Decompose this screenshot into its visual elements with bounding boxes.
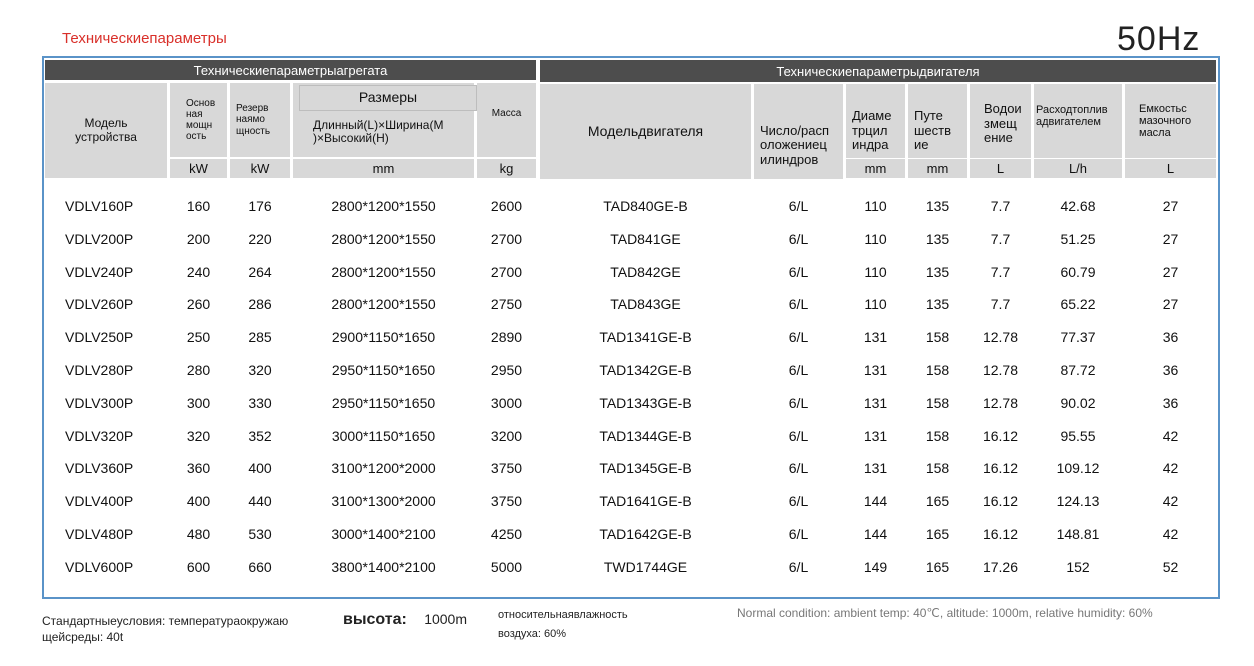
cell-dimensions: 3100*1200*2000 <box>331 460 436 477</box>
cell-standby-power: 220 <box>248 230 272 247</box>
cell-engine-model: TAD1345GE-B <box>599 460 692 477</box>
cell-engine-model: TWD1744GE <box>603 558 688 575</box>
cell-cylinders: 6/L <box>788 558 809 575</box>
cell-engine-model: TAD1641GE-B <box>599 493 692 510</box>
cell-fuel: 42.68 <box>1060 198 1096 214</box>
cell-engine-model: TAD843GE <box>610 296 681 313</box>
cell-displacement: 17.26 <box>982 558 1019 575</box>
header-stroke: Путе шеств ие <box>908 84 967 158</box>
cell-model: VDLV260P <box>65 296 134 313</box>
cell-standby-power: 285 <box>248 329 272 346</box>
cell-oil: 42 <box>1162 427 1179 444</box>
cell-oil: 27 <box>1162 198 1179 214</box>
cell-cylinders: 6/L <box>788 296 809 313</box>
unit-displacement: L <box>970 159 1031 178</box>
cell-model: VDLV280P <box>65 362 134 378</box>
cell-standby-power: 264 <box>248 263 272 280</box>
header-cylinders: Число/расп оложениец илиндров <box>754 84 843 179</box>
cell-engine-model: TAD1343GE-B <box>599 394 692 411</box>
cell-bore: 144 <box>863 493 888 510</box>
unit-standby-power: kW <box>230 159 290 178</box>
cell-oil: 36 <box>1162 362 1179 378</box>
cell-stroke: 165 <box>925 558 950 575</box>
cell-bore: 131 <box>863 329 888 346</box>
document-title: Техническиепараметры <box>62 30 227 47</box>
cell-fuel: 65.22 <box>1060 296 1096 313</box>
cell-displacement: 12.78 <box>982 362 1019 378</box>
cell-model: VDLV360P <box>65 460 134 477</box>
cell-dimensions: 3100*1300*2000 <box>331 493 436 510</box>
cell-dimensions: 3000*1150*1650 <box>331 427 436 444</box>
cell-fuel: 152 <box>1066 558 1090 575</box>
footer-altitude-label: высота: <box>343 611 407 628</box>
cell-stroke: 135 <box>925 198 950 214</box>
cell-fuel: 109.12 <box>1056 460 1100 477</box>
cell-oil: 27 <box>1162 296 1179 313</box>
cell-engine-model: TAD841GE <box>610 230 681 247</box>
band-unit-params: Техническиепараметрыагрегата <box>45 60 536 80</box>
cell-standby-power: 440 <box>248 493 272 510</box>
cell-standby-power: 176 <box>248 198 272 214</box>
cell-stroke: 158 <box>925 427 950 444</box>
cell-oil: 42 <box>1162 460 1179 477</box>
header-engine-model: Модельдвигателя <box>540 84 751 179</box>
header-dimensions-sub: Длинный(L)×Ширина(M )×Высокий(H) <box>313 118 444 146</box>
cell-mass: 2950 <box>490 362 523 378</box>
cell-fuel: 51.25 <box>1060 230 1096 247</box>
cell-bore: 131 <box>863 362 888 378</box>
cell-standby-power: 330 <box>248 394 272 411</box>
cell-cylinders: 6/L <box>788 198 809 214</box>
cell-model: VDLV160P <box>65 198 134 214</box>
footer-humidity: относительнаявлажность воздуха: 60% <box>498 609 628 640</box>
cell-displacement: 7.7 <box>990 230 1011 247</box>
cell-engine-model: TAD1342GE-B <box>599 362 692 378</box>
cell-standby-power: 530 <box>248 526 272 542</box>
cell-bore: 110 <box>864 296 887 313</box>
cell-displacement: 16.12 <box>982 526 1019 542</box>
cell-mass: 2600 <box>490 198 523 214</box>
frequency-label: 50Hz <box>1117 20 1201 58</box>
cell-prime-power: 240 <box>186 263 211 280</box>
cell-model: VDLV250P <box>65 329 134 346</box>
cell-bore: 110 <box>864 263 887 280</box>
cell-bore: 110 <box>864 198 887 214</box>
cell-model: VDLV240P <box>65 263 134 280</box>
cell-mass: 2700 <box>490 263 523 280</box>
cell-stroke: 158 <box>925 329 950 346</box>
unit-bore: mm <box>846 159 905 178</box>
header-dimensions-title: Размеры <box>299 85 477 111</box>
cell-cylinders: 6/L <box>788 329 809 346</box>
header-mass: Масса <box>477 83 536 157</box>
unit-oil: L <box>1125 159 1216 178</box>
cell-model: VDLV300P <box>65 394 134 411</box>
cell-displacement: 7.7 <box>990 198 1011 214</box>
cell-oil: 36 <box>1162 394 1179 411</box>
cell-oil: 42 <box>1162 493 1179 510</box>
cell-model: VDLV400P <box>65 493 134 510</box>
cell-fuel: 148.81 <box>1056 526 1100 542</box>
cell-bore: 110 <box>864 230 887 247</box>
cell-stroke: 158 <box>925 460 950 477</box>
footer-conditions: Стандартныеусловия: температураокружаю щейсреды: 40t <box>42 614 289 645</box>
header-fuel: Расходтоплив адвигателем <box>1034 84 1122 158</box>
cell-mass: 3750 <box>490 493 523 510</box>
unit-stroke: mm <box>908 159 967 178</box>
band-engine-params: Техническиепараметрыдвигателя <box>540 60 1216 82</box>
cell-oil: 42 <box>1162 526 1179 542</box>
cell-engine-model: TAD840GE-B <box>603 198 688 214</box>
cell-mass: 2700 <box>490 230 523 247</box>
cell-prime-power: 600 <box>186 558 211 575</box>
cell-displacement: 12.78 <box>982 329 1019 346</box>
cell-prime-power: 280 <box>186 362 211 378</box>
cell-mass: 3200 <box>490 427 523 444</box>
cell-fuel: 124.13 <box>1056 493 1100 510</box>
cell-prime-power: 480 <box>186 526 211 542</box>
cell-prime-power: 160 <box>186 198 211 214</box>
cell-dimensions: 3000*1400*2100 <box>331 526 436 542</box>
cell-displacement: 16.12 <box>982 493 1019 510</box>
cell-model: VDLV200P <box>65 230 134 247</box>
unit-mass: kg <box>477 159 536 178</box>
cell-model: VDLV320P <box>65 427 134 444</box>
cell-mass: 2750 <box>490 296 523 313</box>
cell-dimensions: 2800*1200*1550 <box>331 263 436 280</box>
cell-stroke: 165 <box>925 493 950 510</box>
cell-stroke: 158 <box>925 394 950 411</box>
cell-prime-power: 300 <box>186 394 211 411</box>
cell-dimensions: 2800*1200*1550 <box>331 198 436 214</box>
cell-oil: 52 <box>1162 558 1179 575</box>
cell-dimensions: 2800*1200*1550 <box>331 230 436 247</box>
cell-fuel: 95.55 <box>1060 427 1096 444</box>
cell-stroke: 158 <box>925 362 950 378</box>
footer-altitude-value: 1000m <box>424 611 467 627</box>
cell-fuel: 87.72 <box>1060 362 1096 378</box>
cell-engine-model: TAD1642GE-B <box>599 526 692 542</box>
cell-dimensions: 2900*1150*1650 <box>331 329 436 346</box>
header-standby-power: Резерв наямо щность <box>230 83 290 157</box>
cell-prime-power: 400 <box>186 493 211 510</box>
header-prime-power: Основ ная мощн ость <box>170 83 227 157</box>
unit-prime-power: kW <box>170 159 227 178</box>
cell-dimensions: 2950*1150*1650 <box>331 394 436 411</box>
cell-bore: 131 <box>863 394 888 411</box>
cell-cylinders: 6/L <box>788 460 809 477</box>
unit-fuel: L/h <box>1034 159 1122 178</box>
header-model: Модель устройства <box>45 83 167 178</box>
header-dimensions <box>293 83 474 157</box>
cell-cylinders: 6/L <box>788 362 809 378</box>
cell-cylinders: 6/L <box>788 427 809 444</box>
cell-model: VDLV480P <box>65 526 134 542</box>
cell-bore: 144 <box>863 526 888 542</box>
cell-mass: 2890 <box>490 329 523 346</box>
cell-dimensions: 2950*1150*1650 <box>331 362 436 378</box>
cell-bore: 131 <box>863 427 888 444</box>
cell-displacement: 16.12 <box>982 460 1019 477</box>
cell-engine-model: TAD842GE <box>610 263 681 280</box>
cell-prime-power: 360 <box>186 460 211 477</box>
cell-standby-power: 320 <box>248 362 272 378</box>
cell-fuel: 60.79 <box>1060 263 1096 280</box>
cell-fuel: 77.37 <box>1060 329 1096 346</box>
cell-cylinders: 6/L <box>788 263 809 280</box>
cell-prime-power: 200 <box>186 230 211 247</box>
cell-fuel: 90.02 <box>1060 394 1096 411</box>
cell-oil: 27 <box>1162 230 1179 247</box>
footer-altitude <box>343 611 467 629</box>
cell-model: VDLV600P <box>65 558 134 575</box>
cell-mass: 4250 <box>490 526 523 542</box>
cell-cylinders: 6/L <box>788 394 809 411</box>
cell-engine-model: TAD1341GE-B <box>599 329 692 346</box>
cell-stroke: 135 <box>925 263 950 280</box>
footer-english: Normal condition: ambient temp: 40℃, altitude: 1000m, relative humidity: 60% <box>737 606 1153 620</box>
cell-standby-power: 660 <box>248 558 272 575</box>
cell-cylinders: 6/L <box>788 230 809 247</box>
cell-engine-model: TAD1344GE-B <box>599 427 692 444</box>
cell-standby-power: 400 <box>248 460 272 477</box>
cell-stroke: 135 <box>925 230 950 247</box>
cell-cylinders: 6/L <box>788 493 809 510</box>
cell-mass: 5000 <box>490 558 523 575</box>
cell-bore: 131 <box>863 460 888 477</box>
cell-oil: 36 <box>1162 329 1179 346</box>
cell-prime-power: 320 <box>186 427 211 444</box>
cell-mass: 3750 <box>490 460 523 477</box>
cell-stroke: 135 <box>925 296 950 313</box>
header-bore: Диаме трцил индра <box>846 84 905 158</box>
cell-stroke: 165 <box>925 526 950 542</box>
cell-standby-power: 352 <box>248 427 272 444</box>
cell-standby-power: 286 <box>248 296 272 313</box>
cell-prime-power: 260 <box>186 296 211 313</box>
cell-mass: 3000 <box>490 394 523 411</box>
cell-dimensions: 2800*1200*1550 <box>331 296 436 313</box>
header-displacement: Водои змещ ение <box>970 84 1031 158</box>
cell-displacement: 12.78 <box>982 394 1019 411</box>
header-oil: Емкостьс мазочного масла <box>1125 84 1216 158</box>
cell-dimensions: 3800*1400*2100 <box>331 558 436 575</box>
cell-displacement: 7.7 <box>990 296 1011 313</box>
cell-displacement: 16.12 <box>982 427 1019 444</box>
cell-bore: 149 <box>863 558 888 575</box>
cell-oil: 27 <box>1162 263 1179 280</box>
unit-dimensions: mm <box>293 159 474 178</box>
cell-cylinders: 6/L <box>788 526 809 542</box>
cell-prime-power: 250 <box>186 329 211 346</box>
cell-displacement: 7.7 <box>990 263 1011 280</box>
